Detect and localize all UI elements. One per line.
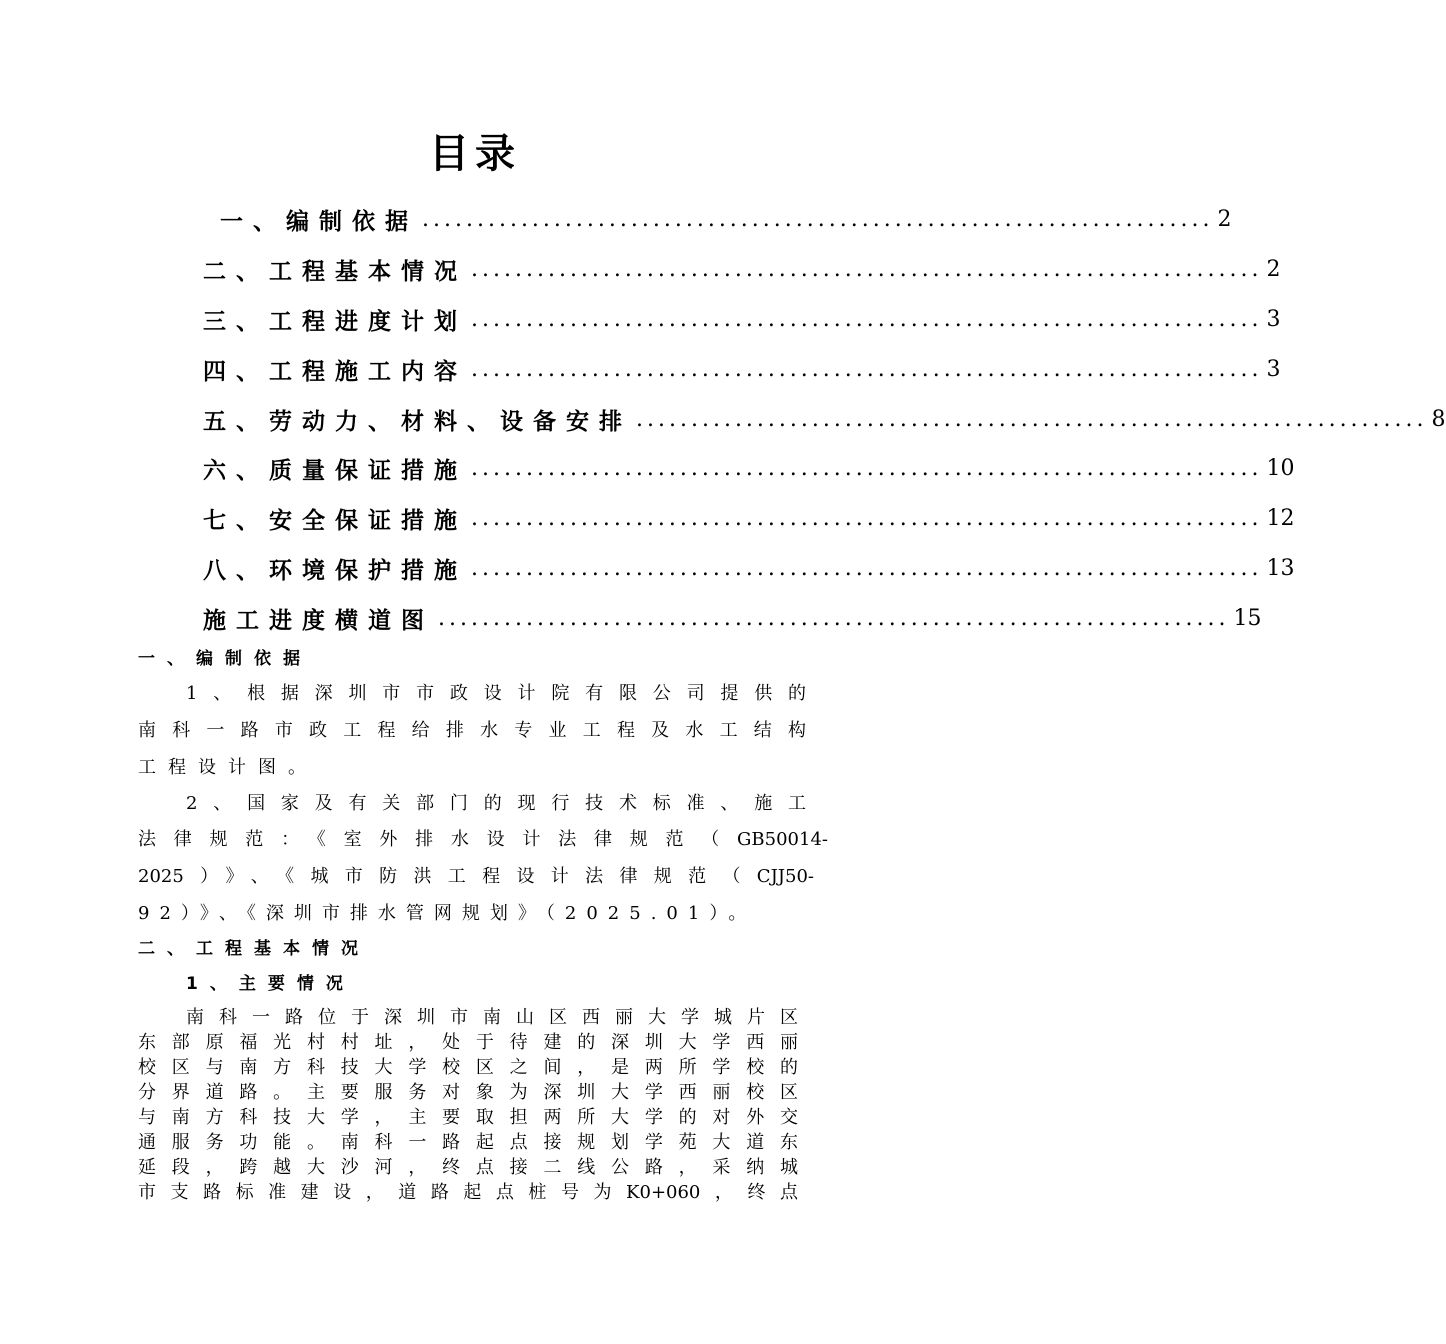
toc-entry[interactable] bbox=[203, 402, 1446, 436]
toc-entry-page: 10 bbox=[1266, 455, 1295, 481]
paragraph-line: 南科一路位于深圳市南山区西丽大学城片区 bbox=[186, 1007, 798, 1028]
paragraph-line: 2025）》、《城市防洪工程设计法律规范（CJJ50- bbox=[138, 866, 814, 887]
toc-leader-dots: ........................................................................ bbox=[636, 406, 1428, 432]
toc-entry-label: 六、质量保证措施 bbox=[203, 457, 467, 484]
toc-entry[interactable] bbox=[203, 501, 1295, 535]
toc-entry-label: 一、编制依据 bbox=[220, 208, 418, 235]
paragraph-line: 校区与南方科技大学校区之间，是两所学校的 bbox=[138, 1057, 798, 1078]
section-heading: 二、工程基本情况 bbox=[138, 939, 370, 959]
toc-entry-page: 3 bbox=[1266, 306, 1281, 332]
toc-entry-label: 施工进度横道图 bbox=[203, 607, 434, 634]
paragraph-line: 1、根据深圳市市政设计院有限公司提供的 bbox=[186, 683, 806, 704]
paragraph-line: 工程设计图。 bbox=[138, 757, 318, 778]
toc-leader-dots: ........................................................................ bbox=[471, 256, 1263, 282]
toc-entry-label: 五、劳动力、材料、设备安排 bbox=[203, 408, 632, 435]
toc-entry-page: 8 bbox=[1431, 406, 1446, 432]
paragraph-line: 法律规范：《室外排水设计法律规范（GB50014- bbox=[138, 829, 828, 850]
toc-leader-dots: ........................................................................ bbox=[422, 206, 1214, 232]
paragraph-line: 2、国家及有关部门的现行技术标准、施工 bbox=[186, 793, 806, 814]
paragraph-line: 延段，跨越大沙河，终点接二线公路，采纳城 bbox=[138, 1157, 798, 1178]
toc-leader-dots: ........................................................................ bbox=[471, 306, 1263, 332]
toc-leader-dots: ........................................................................ bbox=[471, 455, 1263, 481]
toc-entry-page: 3 bbox=[1266, 356, 1281, 382]
toc-entry-page: 15 bbox=[1233, 605, 1262, 631]
paragraph-line: 92）》、《深圳市排水管网规划》（2025.01）。 bbox=[138, 903, 757, 924]
toc-entry[interactable] bbox=[203, 601, 1262, 635]
paragraph-line: 市支路标准建设，道路起点桩号为K0+060，终点 bbox=[138, 1182, 798, 1203]
toc-entry-page: 2 bbox=[1266, 256, 1281, 282]
paragraph-line: 南科一路市政工程给排水专业工程及水工结构 bbox=[138, 720, 806, 741]
subsection-heading: 1、主要情况 bbox=[186, 974, 355, 994]
toc-entry-label: 四、工程施工内容 bbox=[203, 358, 467, 385]
toc-entry[interactable] bbox=[203, 302, 1281, 336]
toc-entry[interactable] bbox=[203, 252, 1281, 286]
section-heading: 一、编制依据 bbox=[138, 649, 312, 669]
toc-leader-dots: ........................................................................ bbox=[471, 356, 1263, 382]
toc-entry[interactable] bbox=[203, 352, 1281, 386]
toc-entry-page: 2 bbox=[1217, 206, 1232, 232]
toc-entry-page: 13 bbox=[1266, 555, 1295, 581]
toc-entry-label: 八、环境保护措施 bbox=[203, 557, 467, 584]
toc-entry[interactable] bbox=[203, 451, 1295, 485]
toc-entry[interactable] bbox=[203, 551, 1295, 585]
paragraph-line: 东部原福光村村址，处于待建的深圳大学西丽 bbox=[138, 1032, 798, 1053]
toc-entry-label: 二、工程基本情况 bbox=[203, 258, 467, 285]
paragraph-line: 分界道路。主要服务对象为深圳大学西丽校区 bbox=[138, 1082, 798, 1103]
toc-leader-dots: ........................................................................ bbox=[471, 505, 1263, 531]
toc-entry-page: 12 bbox=[1266, 505, 1295, 531]
paragraph-line: 与南方科技大学，主要取担两所大学的对外交 bbox=[138, 1107, 798, 1128]
page-title: 目录 bbox=[429, 131, 521, 177]
toc-leader-dots: ........................................................................ bbox=[438, 605, 1230, 631]
toc-leader-dots: ........................................................................ bbox=[471, 555, 1263, 581]
toc-entry-label: 三、工程进度计划 bbox=[203, 308, 467, 335]
toc-entry-label: 七、安全保证措施 bbox=[203, 507, 467, 534]
paragraph-line: 通服务功能。南科一路起点接规划学苑大道东 bbox=[138, 1132, 798, 1153]
toc-entry[interactable] bbox=[220, 202, 1232, 236]
